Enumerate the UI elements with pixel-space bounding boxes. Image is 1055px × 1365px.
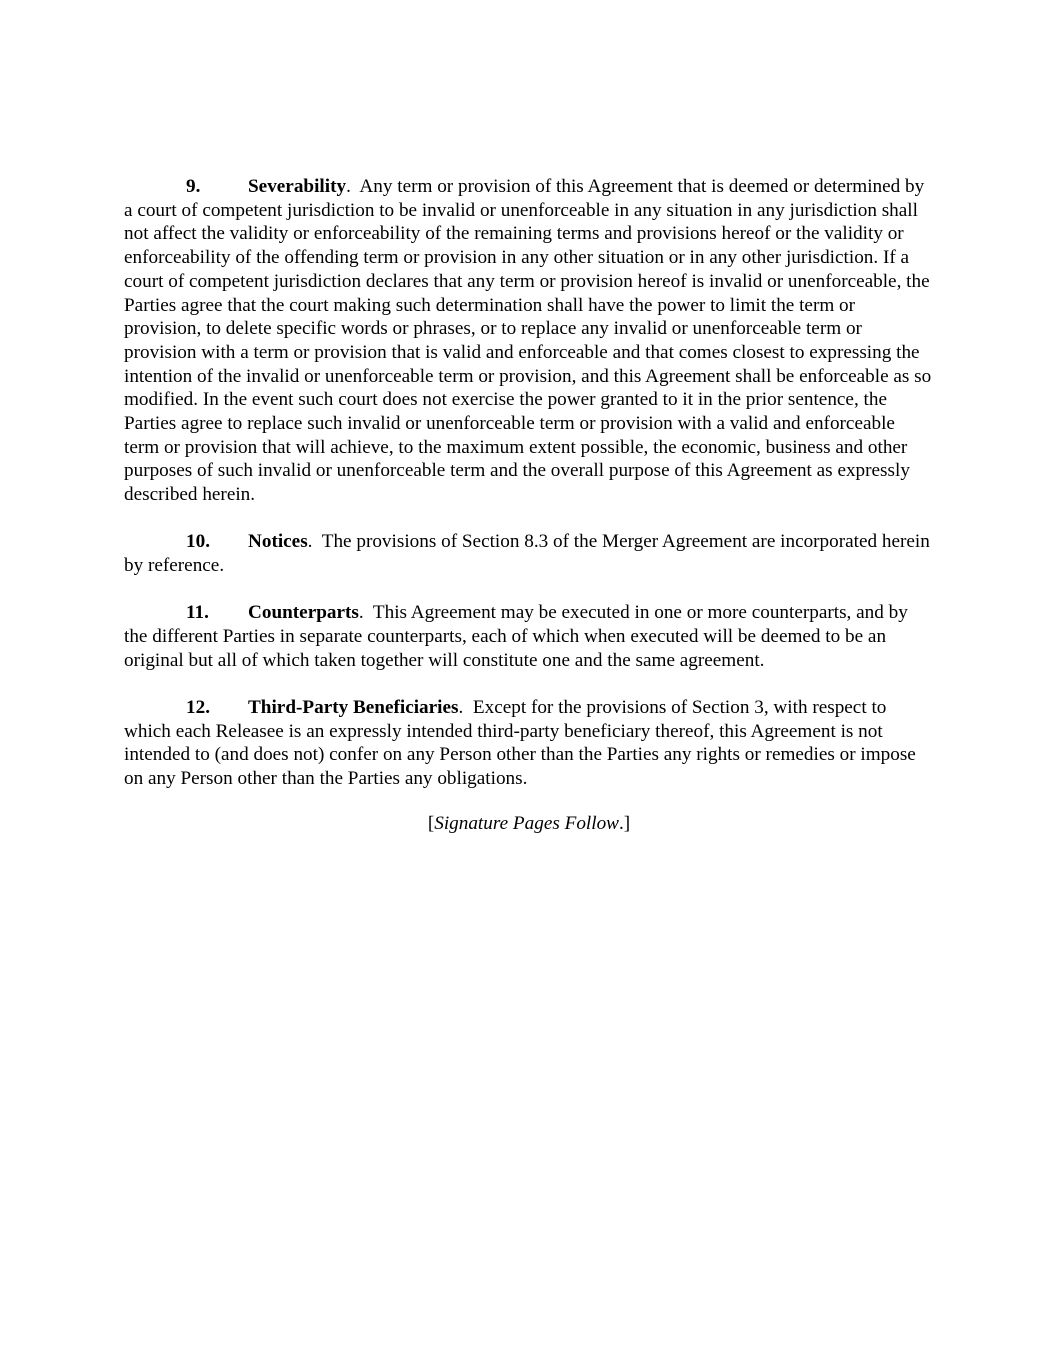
section-number: 12. (186, 696, 210, 718)
section-text: The provisions of Section 8.3 of the Merger Agreement are incorporated herein by reference. (124, 531, 930, 577)
signature-pages-follow-note (124, 812, 934, 836)
section-number: 9. (186, 176, 201, 197)
section-text: Any term or provision of this Agreement that is deemed or determined by a court of competent jurisdiction to be invalid or unenforceable in any situation in any jurisdiction shall not affect the validity or enforceability of the remaining terms and provisions hereof or the validity or enforceability of the offending term or provision in any other situation or in any other jurisdiction. If a court of competent jurisdiction declares that any term or provision hereof is invalid or unenforceable, the Parties agree that the court making such determination shall have the power to limit the term or provision, to delete specific words or phrases, or to replace any invalid or unenforceable term or provision with a term or provision that is valid and enforceable and that comes closest to expressing the intention of the invalid or unenforceable term or provision, and this Agreement shall be enforceable as so modified. In the event such court does not exercise the power granted to it in the prior sentence, the Parties agree to replace such invalid or unenforceable term or provision with a valid and enforceable term or provision that will achieve, to the maximum extent possible, the economic, business and other purposes of such invalid or unenforceable term and the overall purpose of this Agreement as expressly described herein. (124, 176, 932, 506)
section-heading: Notices (248, 531, 308, 553)
section-number: 10. (186, 531, 210, 553)
section-third-party-beneficiaries (124, 696, 934, 791)
section-text: This Agreement may be executed in one or more counterparts, and by the different Parties in separate counterparts, each of which when executed will be deemed to be an original but all of which taken together will constitute one and the same agreement. (124, 602, 908, 671)
closing-close: .] (618, 813, 631, 835)
heading-period: . (307, 531, 313, 553)
section-notices (124, 530, 934, 577)
closing-text: Signature Pages Follow (434, 813, 619, 835)
section-number: 11. (186, 602, 209, 624)
closing-open-bracket: [ (427, 813, 435, 835)
heading-period: . (358, 602, 364, 624)
document-body (124, 175, 934, 855)
section-counterparts (124, 601, 934, 672)
section-heading: Counterparts (248, 602, 359, 624)
section-severability (124, 175, 934, 507)
section-heading: Severability (248, 176, 347, 197)
section-text: Except for the provisions of Section 3, with respect to which each Releasee is an expressly intended third-party beneficiary thereof, this Agreement is not intended to (and does not) confer on any Person other than the Parties any rights or remedies or impose on any Person other than the Parties any obligations. (124, 696, 916, 789)
heading-period: . (458, 696, 464, 718)
section-heading: Third-Party Beneficiaries (248, 696, 459, 718)
heading-period: . (346, 176, 351, 197)
